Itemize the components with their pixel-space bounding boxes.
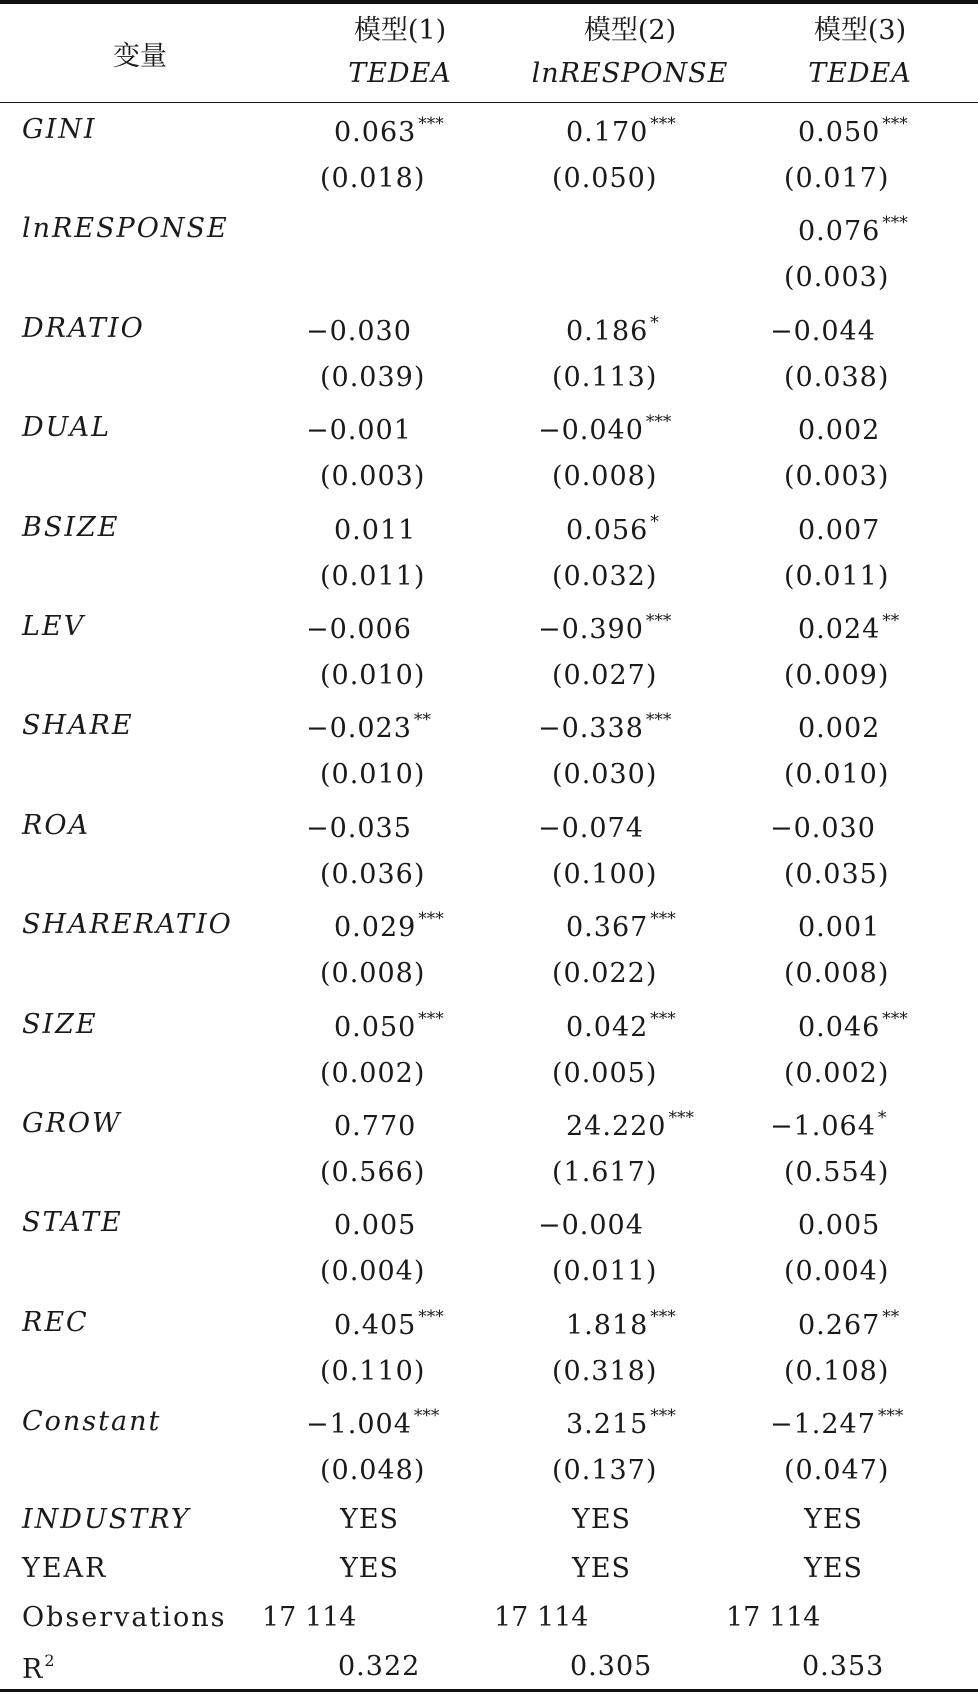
coef-cell bbox=[764, 1307, 978, 1341]
coef-cell bbox=[764, 412, 978, 446]
row-label: Observations bbox=[22, 1602, 227, 1633]
standard-error-cell: (0.003) bbox=[320, 461, 426, 492]
coef-value: 0.186 bbox=[566, 316, 649, 347]
coef-cell bbox=[764, 313, 970, 347]
standard-error-cell: (0.027) bbox=[552, 660, 658, 691]
coef-value: 24.220 bbox=[566, 1111, 667, 1142]
coef-cell bbox=[532, 611, 738, 645]
coef-cell bbox=[532, 810, 738, 844]
standard-error-cell: (0.030) bbox=[552, 759, 658, 790]
row-label: GINI bbox=[22, 114, 97, 145]
r2-label: R bbox=[22, 1654, 45, 1685]
coef-value: 0.076 bbox=[798, 216, 881, 247]
r2-model-1: 0.322 bbox=[338, 1651, 421, 1682]
table-row-industry bbox=[0, 1496, 978, 1542]
standard-error-cell: (0.038) bbox=[784, 362, 890, 393]
standard-error-cell: (0.017) bbox=[784, 163, 890, 194]
standard-error-cell: (0.113) bbox=[552, 362, 658, 393]
row-label: SIZE bbox=[22, 1009, 98, 1040]
coef-cell bbox=[532, 512, 766, 546]
standard-error-cell: (0.002) bbox=[320, 1058, 426, 1089]
coef-cell bbox=[764, 1406, 970, 1440]
row-label: DUAL bbox=[22, 412, 111, 443]
coef-value: −0.006 bbox=[306, 614, 412, 645]
table-row-se bbox=[0, 155, 978, 201]
coef-value: −1.004 bbox=[306, 1409, 412, 1440]
coef-cell bbox=[532, 710, 738, 744]
header-model-2: 模型(2) bbox=[583, 15, 677, 46]
significance-stars: * bbox=[877, 1108, 887, 1128]
coef-cell bbox=[764, 1207, 978, 1241]
coef-cell bbox=[300, 810, 506, 844]
significance-stars: *** bbox=[645, 412, 672, 432]
significance-stars: *** bbox=[418, 1009, 444, 1029]
coef-cell bbox=[532, 412, 738, 446]
coef-value: −0.030 bbox=[770, 813, 876, 844]
significance-stars: * bbox=[650, 313, 659, 333]
coef-cell bbox=[300, 512, 534, 546]
table-row-se bbox=[0, 851, 978, 897]
coef-value: 0.002 bbox=[798, 415, 881, 446]
row-label: STATE bbox=[22, 1207, 123, 1238]
standard-error-cell: (0.010) bbox=[320, 660, 426, 691]
coef-value: −0.074 bbox=[538, 813, 644, 844]
coef-cell bbox=[300, 1207, 534, 1241]
row-label: DRATIO bbox=[22, 313, 145, 344]
standard-error-cell: (0.022) bbox=[552, 958, 658, 989]
table-row-se bbox=[0, 1447, 978, 1493]
year-model-2: YES bbox=[572, 1553, 632, 1584]
coef-cell bbox=[764, 1108, 970, 1142]
header-dep-3: TEDEA bbox=[808, 58, 912, 89]
year-model-1: YES bbox=[340, 1553, 400, 1584]
coef-cell bbox=[300, 313, 506, 347]
coef-cell bbox=[532, 114, 766, 148]
standard-error-cell: (0.100) bbox=[552, 859, 658, 890]
coef-value: 3.215 bbox=[566, 1409, 649, 1440]
standard-error-cell: (0.554) bbox=[784, 1157, 890, 1188]
coef-value: 0.007 bbox=[798, 515, 881, 546]
row-label: BSIZE bbox=[22, 512, 120, 543]
coef-cell bbox=[532, 1406, 766, 1440]
standard-error-cell: (0.010) bbox=[320, 759, 426, 790]
standard-error-cell: (0.050) bbox=[552, 163, 658, 194]
r2-superscript: 2 bbox=[44, 1651, 57, 1670]
coef-value: 0.367 bbox=[566, 912, 649, 943]
significance-stars: *** bbox=[418, 1307, 444, 1327]
table-row bbox=[0, 305, 978, 351]
row-label: SHARERATIO bbox=[22, 909, 233, 940]
coef-cell bbox=[764, 909, 978, 943]
coef-value: 0.405 bbox=[334, 1310, 417, 1341]
significance-stars: *** bbox=[418, 909, 444, 929]
coef-value: 0.011 bbox=[334, 515, 417, 546]
table-row bbox=[0, 504, 978, 550]
row-label: GROW bbox=[22, 1108, 122, 1139]
standard-error-cell: (0.108) bbox=[784, 1356, 890, 1387]
industry-model-2: YES bbox=[572, 1504, 632, 1535]
standard-error-cell: (0.047) bbox=[784, 1455, 890, 1486]
standard-error-cell: (0.004) bbox=[320, 1256, 426, 1287]
coef-value: −0.390 bbox=[538, 614, 644, 645]
industry-model-1: YES bbox=[340, 1504, 400, 1535]
table-row-se bbox=[0, 1348, 978, 1394]
standard-error-cell: (0.011) bbox=[552, 1256, 658, 1287]
coef-cell bbox=[300, 611, 506, 645]
table-row bbox=[0, 1199, 978, 1245]
standard-error-cell: (0.048) bbox=[320, 1455, 426, 1486]
standard-error-cell: (0.318) bbox=[552, 1356, 658, 1387]
coef-cell bbox=[300, 1009, 534, 1043]
standard-error-cell: (0.566) bbox=[320, 1157, 426, 1188]
table-row-se bbox=[0, 652, 978, 698]
table-row-se bbox=[0, 1050, 978, 1096]
coef-value: −0.030 bbox=[306, 316, 412, 347]
r2-model-3: 0.353 bbox=[802, 1651, 885, 1682]
standard-error-cell: (0.009) bbox=[784, 660, 890, 691]
observations-model-1: 17 114 bbox=[262, 1602, 357, 1633]
table-row-year bbox=[0, 1545, 978, 1591]
coef-value: 0.770 bbox=[334, 1111, 417, 1142]
coef-value: 0.267 bbox=[798, 1310, 881, 1341]
standard-error-cell: (0.011) bbox=[784, 561, 890, 592]
coef-value: −0.035 bbox=[306, 813, 412, 844]
significance-stars: *** bbox=[645, 611, 672, 631]
standard-error-cell: (0.008) bbox=[552, 461, 658, 492]
table-row bbox=[0, 702, 978, 748]
coef-value: 0.170 bbox=[566, 117, 649, 148]
coef-value: 1.818 bbox=[566, 1310, 649, 1341]
coef-cell bbox=[532, 1108, 766, 1142]
table-row-se bbox=[0, 751, 978, 797]
coef-value: −0.004 bbox=[538, 1210, 644, 1241]
coef-value: −1.247 bbox=[770, 1409, 876, 1440]
standard-error-cell: (0.035) bbox=[784, 859, 890, 890]
table-header-rule bbox=[0, 102, 978, 103]
significance-stars: * bbox=[650, 512, 659, 532]
standard-error-cell: (0.008) bbox=[320, 958, 426, 989]
row-label: INDUSTRY bbox=[22, 1504, 191, 1535]
standard-error-cell: (0.032) bbox=[552, 561, 658, 592]
standard-error-cell: (0.003) bbox=[784, 262, 890, 293]
coef-value: 0.042 bbox=[566, 1012, 649, 1043]
header-dep-1: TEDEA bbox=[348, 58, 452, 89]
observations-model-3: 17 114 bbox=[726, 1602, 821, 1633]
coef-cell bbox=[532, 1207, 738, 1241]
row-label: ROA bbox=[22, 810, 90, 841]
table-row bbox=[0, 1299, 978, 1345]
coef-value: 0.050 bbox=[798, 117, 881, 148]
table-row-se bbox=[0, 553, 978, 599]
significance-stars: ** bbox=[413, 710, 431, 730]
significance-stars: *** bbox=[645, 710, 672, 730]
table-row bbox=[0, 901, 978, 947]
row-label: Constant bbox=[22, 1406, 162, 1437]
significance-stars: ** bbox=[882, 1307, 900, 1327]
header-dep-2: lnRESPONSE bbox=[531, 58, 729, 89]
r2-model-2: 0.305 bbox=[570, 1651, 653, 1682]
coef-cell bbox=[300, 1108, 534, 1142]
coef-cell bbox=[532, 313, 766, 347]
row-label: LEV bbox=[22, 611, 86, 642]
table-row bbox=[0, 1100, 978, 1146]
row-label: lnRESPONSE bbox=[22, 213, 229, 244]
significance-stars: *** bbox=[650, 1307, 676, 1327]
table-row bbox=[0, 1001, 978, 1047]
standard-error-cell: (0.005) bbox=[552, 1058, 658, 1089]
coef-cell bbox=[300, 114, 534, 148]
table-bottom-rule bbox=[0, 1689, 978, 1692]
coef-value: −0.044 bbox=[770, 316, 876, 347]
significance-stars: *** bbox=[650, 1406, 676, 1426]
standard-error-cell: (0.137) bbox=[552, 1455, 658, 1486]
significance-stars: *** bbox=[882, 114, 908, 134]
coef-cell bbox=[300, 412, 506, 446]
coef-cell bbox=[300, 1406, 506, 1440]
coef-cell bbox=[300, 213, 534, 247]
table-row-se bbox=[0, 354, 978, 400]
table-row-r2 bbox=[0, 1643, 978, 1689]
significance-stars: *** bbox=[882, 1009, 908, 1029]
coef-value: 0.046 bbox=[798, 1012, 881, 1043]
table-row bbox=[0, 1398, 978, 1444]
significance-stars: *** bbox=[877, 1406, 904, 1426]
table-row bbox=[0, 802, 978, 848]
significance-stars: *** bbox=[882, 213, 908, 233]
header-model-3: 模型(3) bbox=[813, 15, 907, 46]
standard-error-cell: (0.110) bbox=[320, 1356, 426, 1387]
table-row-se bbox=[0, 254, 978, 300]
coef-cell bbox=[764, 611, 978, 645]
table-row-se bbox=[0, 453, 978, 499]
coef-cell bbox=[532, 1307, 766, 1341]
coef-value: 0.056 bbox=[566, 515, 649, 546]
coef-value: 0.063 bbox=[334, 117, 417, 148]
significance-stars: *** bbox=[650, 114, 676, 134]
table-row bbox=[0, 603, 978, 649]
table-row bbox=[0, 205, 978, 251]
coef-value: −0.023 bbox=[306, 713, 412, 744]
coef-cell bbox=[300, 1307, 534, 1341]
table-row-se bbox=[0, 1149, 978, 1195]
coef-value: 0.001 bbox=[798, 912, 881, 943]
coef-cell bbox=[532, 213, 766, 247]
standard-error-cell: (0.008) bbox=[784, 958, 890, 989]
significance-stars: ** bbox=[882, 611, 900, 631]
significance-stars: *** bbox=[650, 909, 676, 929]
standard-error-cell: (0.039) bbox=[320, 362, 426, 393]
row-label: YEAR bbox=[22, 1553, 108, 1584]
observations-model-2: 17 114 bbox=[494, 1602, 589, 1633]
row-label bbox=[22, 1651, 57, 1685]
significance-stars: *** bbox=[413, 1406, 440, 1426]
coef-value: 0.005 bbox=[798, 1210, 881, 1241]
coef-value: 0.029 bbox=[334, 912, 417, 943]
significance-stars: *** bbox=[668, 1108, 694, 1128]
row-label: REC bbox=[22, 1307, 89, 1338]
standard-error-cell: (0.018) bbox=[320, 163, 426, 194]
year-model-3: YES bbox=[804, 1553, 864, 1584]
header-model-1: 模型(1) bbox=[353, 15, 447, 46]
table-row-observations bbox=[0, 1594, 978, 1640]
coef-value: −0.001 bbox=[306, 415, 412, 446]
coef-value: 0.050 bbox=[334, 1012, 417, 1043]
coef-value: 0.005 bbox=[334, 1210, 417, 1241]
coef-cell bbox=[300, 909, 534, 943]
standard-error-cell: (1.617) bbox=[552, 1157, 658, 1188]
significance-stars: *** bbox=[418, 114, 444, 134]
coef-cell bbox=[764, 512, 978, 546]
standard-error-cell: (0.003) bbox=[784, 461, 890, 492]
coef-value: −1.064 bbox=[770, 1111, 876, 1142]
standard-error-cell: (0.010) bbox=[784, 759, 890, 790]
coef-value: 0.024 bbox=[798, 614, 881, 645]
coef-cell bbox=[764, 810, 970, 844]
coef-cell bbox=[300, 710, 506, 744]
coef-cell bbox=[764, 114, 978, 148]
table-row-se bbox=[0, 1248, 978, 1294]
coef-value: −0.338 bbox=[538, 713, 644, 744]
coef-value: 0.002 bbox=[798, 713, 881, 744]
standard-error-cell: (0.002) bbox=[784, 1058, 890, 1089]
coef-value: −0.040 bbox=[538, 415, 644, 446]
coef-cell bbox=[764, 1009, 978, 1043]
row-label: SHARE bbox=[22, 710, 134, 741]
coef-cell bbox=[532, 1009, 766, 1043]
table-row-se bbox=[0, 950, 978, 996]
coef-cell bbox=[764, 213, 978, 247]
coef-cell bbox=[532, 909, 766, 943]
table-top-rule bbox=[0, 0, 978, 4]
standard-error-cell: (0.004) bbox=[784, 1256, 890, 1287]
coef-cell bbox=[764, 710, 978, 744]
industry-model-3: YES bbox=[804, 1504, 864, 1535]
standard-error-cell: (0.036) bbox=[320, 859, 426, 890]
header-variable: 变量 bbox=[113, 41, 167, 72]
table-row bbox=[0, 404, 978, 450]
significance-stars: *** bbox=[650, 1009, 676, 1029]
standard-error-cell: (0.011) bbox=[320, 561, 426, 592]
table-row bbox=[0, 106, 978, 152]
